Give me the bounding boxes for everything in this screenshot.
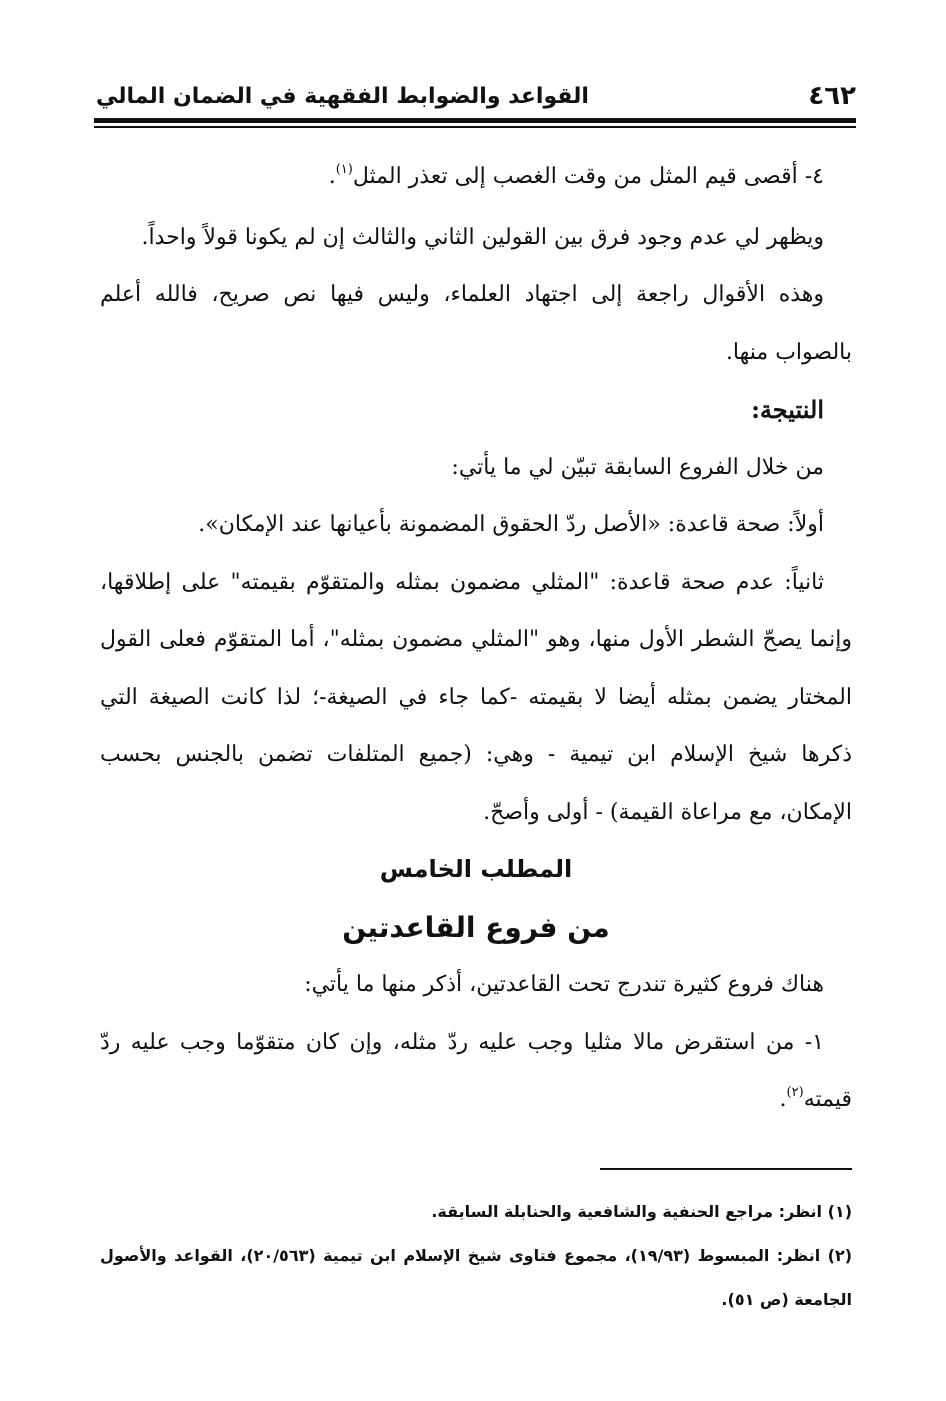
- footnote-ref-2[interactable]: (٢): [786, 1085, 804, 1100]
- footnote-2: (٢) انظر: المبسوط (١٩/٩٣)، مجموع فتاوى شيخ الإسلام ابن تيمية (٢٠/٥٦٣)، القواعد والأصول الجامعة (ص ٥١).: [100, 1246, 853, 1309]
- footnote-ref-1[interactable]: (١): [335, 162, 353, 177]
- ijtihad-paragraph: وهذه الأقوال راجعة إلى اجتهاد العلماء، وليس فيها نص صريح، فالله أعلم بالصواب منها.: [100, 282, 852, 365]
- branch-item-1-end: .: [779, 1087, 787, 1112]
- list-item-4-text: ٤- أقصى قيم المثل من وقت الغصب إلى تعذر المثل: [352, 164, 824, 189]
- branches-intro: هناك فروع كثيرة تندرج تحت القاعدتين، أذكر منها ما يأتي:: [304, 972, 824, 997]
- branch-item-1-text: ١- من استقرض مالا مثليا وجب عليه ردّ مثله، وإن كان متقوّما وجب عليه ردّ قيمته: [100, 1029, 852, 1112]
- footnote-1: (١) انظر: مراجع الحنفية والشافعية والحنابلة السابقة.: [431, 1202, 852, 1221]
- main-text: [100, 148, 852, 1132]
- section-heading: المطلب الخامس: [379, 855, 573, 883]
- section-subheading: من فروع القاعدتين: [342, 910, 610, 944]
- page-number: ٤٦٢: [808, 81, 856, 111]
- result-intro: من خلال الفروع السابقة تبيّن لي ما يأتي:: [451, 454, 824, 480]
- running-title: القواعد والضوابط الفقهية في الضمان المالي: [96, 83, 589, 109]
- footnotes: [100, 1190, 852, 1322]
- running-header: [96, 76, 856, 116]
- opinion-paragraph: ويظهر لي عدم وجود فرق بين القولين الثاني والثالث إن لم يكونا قولاً واحداً.: [141, 224, 824, 250]
- result-heading: النتيجة:: [751, 395, 824, 424]
- second-point: ثانياً: عدم صحة قاعدة: "المثلي مضمون بمثله والمتقوّم بقيمته" على إطلاقها، وإنما يصحّ الشطر الأول منها، وهو "المثلي مضمون بمثله"، أما المتقوّم فعلى القول المختار يضمن بمثله أيضا لا بقيمته -كما جاء في الصيغة-؛ لذا كانت الصيغة التي ذكرها شيخ الإسلام ابن تيمية - وهي: (جميع المتلفات تضمن بالجنس بحسب الإمكان، مع مراعاة القيمة) - أولى وأصحّ.: [100, 569, 852, 825]
- header-rule-thin: [94, 126, 856, 128]
- list-item-4: [100, 148, 852, 209]
- first-point: أولاً: صحة قاعدة: «الأصل ردّ الحقوق المضمونة بأعيانها عند الإمكان».: [198, 512, 824, 537]
- footnote-separator: [600, 1168, 852, 1170]
- header-rule-thick: [94, 118, 856, 123]
- list-item-4-end: .: [328, 164, 336, 189]
- branch-item-1: [100, 1014, 852, 1132]
